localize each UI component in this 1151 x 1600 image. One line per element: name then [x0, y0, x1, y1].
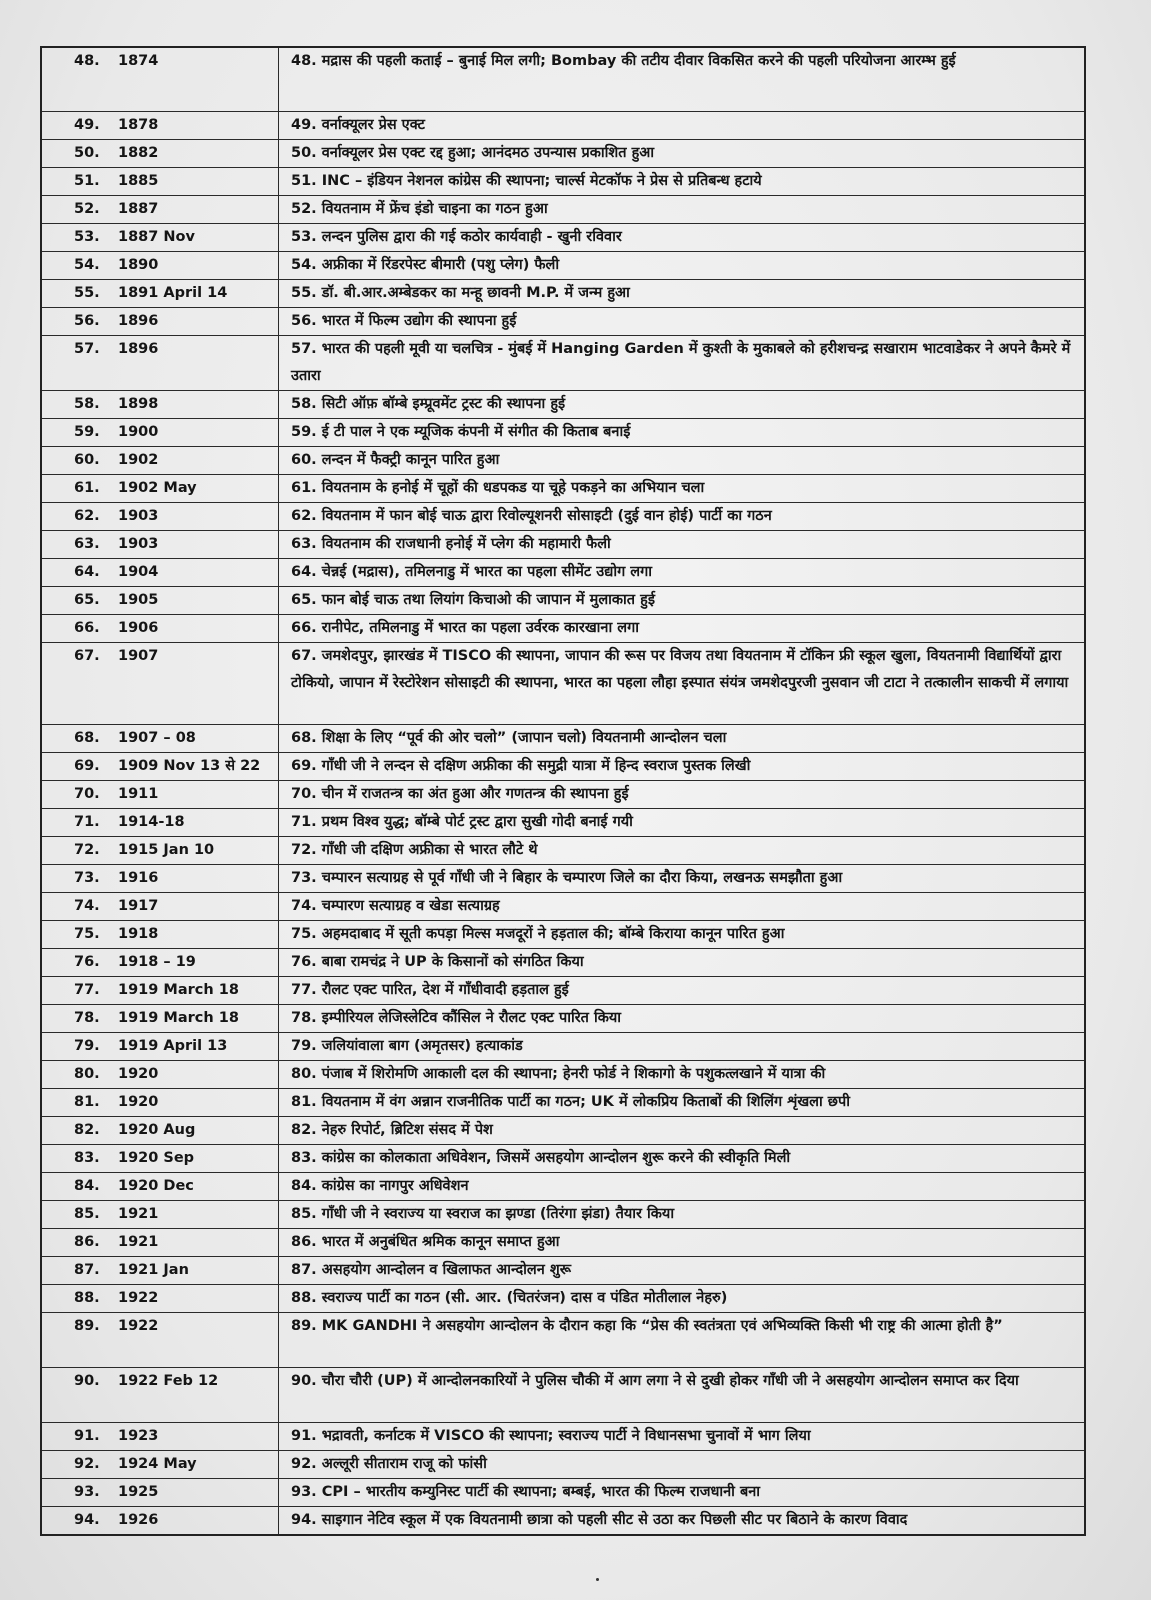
row-number: 77.: [74, 981, 100, 998]
event-cell: [279, 223, 1086, 251]
year-cell: [41, 195, 279, 223]
event-cell: [279, 47, 1086, 111]
table-row: [41, 976, 1085, 1004]
year-cell: [41, 976, 279, 1004]
table-row: [41, 446, 1085, 474]
event-text: 82. नेहरु रिपोर्ट, ब्रिटिश संसद में पेश: [291, 1121, 493, 1138]
event-text: 58. सिटी ऑफ़ बॉम्बे इम्प्रूवमेंट ट्रस्ट की स्थापना हुई: [291, 395, 566, 412]
table-row: [41, 1144, 1085, 1172]
event-cell: [279, 1116, 1086, 1144]
table-row: [41, 1506, 1085, 1535]
table-row: [41, 47, 1085, 111]
table-row: [41, 864, 1085, 892]
row-number: 85.: [74, 1205, 100, 1222]
event-text: 56. भारत में फिल्म उद्योग की स्थापना हुई: [291, 312, 517, 329]
row-number: 87.: [74, 1261, 100, 1278]
event-text: 84. कांग्रेस का नागपुर अधिवेशन: [291, 1177, 469, 1194]
row-date: 1921 Jan: [118, 1261, 189, 1278]
row-date: 1919 March 18: [118, 1009, 239, 1026]
table-row: [41, 530, 1085, 558]
event-text: 75. अहमदाबाद में सूती कपड़ा मिल्स मजदूरों ने हड़ताल की; बॉम्बे किराया कानून पारित हुआ: [291, 925, 785, 942]
row-number: 51.: [74, 172, 100, 189]
event-cell: [279, 1367, 1086, 1422]
row-number: 50.: [74, 144, 100, 161]
row-date: 1921: [118, 1205, 159, 1222]
row-date: 1891 April 14: [118, 284, 228, 301]
event-cell: [279, 780, 1086, 808]
event-text: 65. फान बोई चाऊ तथा लियांग किचाओ की जापान में मुलाकात हुई: [291, 591, 655, 608]
row-date: 1916: [118, 869, 159, 886]
row-number: 91.: [74, 1427, 100, 1444]
row-date: 1920: [118, 1065, 159, 1082]
event-cell: [279, 1060, 1086, 1088]
row-number: 48.: [74, 53, 100, 69]
table-row: [41, 808, 1085, 836]
event-cell: [279, 1422, 1086, 1450]
row-number: 67.: [74, 647, 100, 664]
table-row: [41, 1256, 1085, 1284]
row-number: 64.: [74, 563, 100, 580]
event-text: 50. वर्नाक्यूलर प्रेस एक्ट रद्द हुआ; आनंदमठ उपन्यास प्रकाशित हुआ: [291, 144, 655, 161]
row-date: 1887: [118, 200, 159, 217]
row-date: 1898: [118, 395, 159, 412]
event-cell: [279, 586, 1086, 614]
row-date: 1920 Sep: [118, 1149, 195, 1166]
event-text: 48. मद्रास की पहली कताई – बुनाई मिल लगी; Bombay की तटीय दीवार विकसित करने की पहली परियोजना आरम्भ हुई: [291, 53, 956, 69]
year-cell: [41, 307, 279, 335]
event-text: 53. लन्दन पुलिस द्वारा की गई कठोर कार्यवाही - खुनी रविवार: [291, 228, 622, 245]
event-text: 64. चेन्नई (मद्रास), तमिलनाडु में भारत का पहला सीमेंट उद्योग लगा: [291, 563, 653, 580]
row-number: 69.: [74, 757, 100, 774]
event-text: 51. INC – इंडियन नेशनल कांग्रेस की स्थापना; चार्ल्स मेटकॉफ ने प्रेस से प्रतिबन्ध हटाये: [291, 172, 762, 189]
table-row: [41, 1367, 1085, 1422]
table-row: [41, 1032, 1085, 1060]
year-cell: [41, 446, 279, 474]
event-cell: [279, 195, 1086, 223]
event-cell: [279, 1228, 1086, 1256]
table-row: [41, 474, 1085, 502]
table-row: [41, 836, 1085, 864]
year-cell: [41, 1200, 279, 1228]
row-number: 78.: [74, 1009, 100, 1026]
event-text: 66. रानीपेट, तमिलनाडु में भारत का पहला उर्वरक कारखाना लगा: [291, 619, 640, 636]
row-date: 1922: [118, 1317, 159, 1334]
row-number: 92.: [74, 1455, 100, 1472]
year-cell: [41, 752, 279, 780]
table-row: [41, 558, 1085, 586]
year-cell: [41, 724, 279, 752]
row-number: 65.: [74, 591, 100, 608]
table-row: [41, 223, 1085, 251]
event-cell: [279, 390, 1086, 418]
year-cell: [41, 892, 279, 920]
event-text: 61. वियतनाम के हनोई में चूहों की धडपकड या चूहे पकड़ने का अभियान चला: [291, 479, 705, 496]
event-cell: [279, 1284, 1086, 1312]
table-row: [41, 251, 1085, 279]
year-cell: [41, 614, 279, 642]
year-cell: [41, 642, 279, 724]
event-cell: [279, 614, 1086, 642]
row-date: 1909 Nov 13 से 22: [118, 757, 261, 774]
row-date: 1923: [118, 1427, 159, 1444]
event-cell: [279, 948, 1086, 976]
row-date: 1922: [118, 1289, 159, 1306]
row-date: 1896: [118, 340, 159, 357]
event-cell: [279, 502, 1086, 530]
year-cell: [41, 558, 279, 586]
row-date: 1922 Feb 12: [118, 1372, 219, 1389]
year-cell: [41, 1506, 279, 1535]
row-number: 79.: [74, 1037, 100, 1054]
year-cell: [41, 279, 279, 307]
event-text: 89. MK GANDHI ने असहयोग आन्दोलन के दौरान कहा कि “प्रेस की स्वतंत्रता एवं अभिव्यक्ति किसी भी राष्ट्र की आत्मा होती है”: [291, 1317, 1003, 1334]
event-cell: [279, 335, 1086, 390]
row-number: 63.: [74, 535, 100, 552]
year-cell: [41, 474, 279, 502]
row-number: 73.: [74, 869, 100, 886]
year-cell: [41, 223, 279, 251]
year-cell: [41, 418, 279, 446]
table-row: [41, 892, 1085, 920]
row-date: 1918: [118, 925, 159, 942]
event-cell: [279, 1506, 1086, 1535]
table-row: [41, 1478, 1085, 1506]
table-row: [41, 1450, 1085, 1478]
event-cell: [279, 1450, 1086, 1478]
event-cell: [279, 474, 1086, 502]
table-row: [41, 1200, 1085, 1228]
row-number: 70.: [74, 785, 100, 802]
year-cell: [41, 251, 279, 279]
event-text: 52. वियतनाम में फ्रेंच इंडो चाइना का गठन हुआ: [291, 200, 548, 217]
event-cell: [279, 752, 1086, 780]
row-date: 1920: [118, 1093, 159, 1110]
row-number: 81.: [74, 1093, 100, 1110]
event-text: 49. वर्नाक्यूलर प्रेस एक्ट: [291, 116, 425, 133]
table-row: [41, 335, 1085, 390]
event-cell: [279, 1032, 1086, 1060]
event-text: 83. कांग्रेस का कोलकाता अधिवेशन, जिसमें असहयोग आन्दोलन शुरू करने की स्वीकृति मिली: [291, 1149, 791, 1166]
row-date: 1907 – 08: [118, 729, 196, 746]
row-number: 94.: [74, 1511, 100, 1528]
row-number: 55.: [74, 284, 100, 301]
year-cell: [41, 1256, 279, 1284]
row-number: 52.: [74, 200, 100, 217]
year-cell: [41, 1312, 279, 1367]
table-row: [41, 502, 1085, 530]
year-cell: [41, 1228, 279, 1256]
event-cell: [279, 139, 1086, 167]
event-cell: [279, 446, 1086, 474]
row-number: 90.: [74, 1372, 100, 1389]
table-row: [41, 195, 1085, 223]
table-row: [41, 307, 1085, 335]
table-row: [41, 920, 1085, 948]
year-cell: [41, 1060, 279, 1088]
event-text: 94. साइगान नेटिव स्कूल में एक वियतनामी छात्रा को पहली सीट से उठा कर पिछली सीट पर बिठाने के कारण विवाद: [291, 1511, 908, 1528]
row-date: 1911: [118, 785, 159, 802]
event-cell: [279, 1172, 1086, 1200]
event-cell: [279, 920, 1086, 948]
event-cell: [279, 1200, 1086, 1228]
year-cell: [41, 1004, 279, 1032]
event-text: 77. रौलट एक्ट पारित, देश में गाँधीवादी हड़ताल हुई: [291, 981, 569, 998]
year-cell: [41, 1450, 279, 1478]
row-number: 76.: [74, 953, 100, 970]
year-cell: [41, 948, 279, 976]
event-cell: [279, 1088, 1086, 1116]
row-date: 1919 April 13: [118, 1037, 228, 1054]
event-cell: [279, 642, 1086, 724]
year-cell: [41, 1144, 279, 1172]
row-date: 1878: [118, 116, 159, 133]
event-text: 55. डॉ. बी.आर.अम्बेडकर का मन्हू छावनी M.P. में जन्म हुआ: [291, 284, 630, 301]
table-row: [41, 279, 1085, 307]
table-row: [41, 1284, 1085, 1312]
event-cell: [279, 808, 1086, 836]
year-cell: [41, 111, 279, 139]
event-cell: [279, 1478, 1086, 1506]
row-date: 1903: [118, 535, 159, 552]
event-cell: [279, 558, 1086, 586]
event-cell: [279, 279, 1086, 307]
row-number: 59.: [74, 423, 100, 440]
year-cell: [41, 1367, 279, 1422]
year-cell: [41, 139, 279, 167]
row-number: 86.: [74, 1233, 100, 1250]
event-text: 63. वियतनाम की राजधानी हनोई में प्लेग की महामारी फैली: [291, 535, 611, 552]
row-date: 1887 Nov: [118, 228, 195, 245]
row-number: 82.: [74, 1121, 100, 1138]
row-date: 1890: [118, 256, 159, 273]
row-date: 1907: [118, 647, 159, 664]
event-text: 86. भारत में अनुबंधित श्रमिक कानून समाप्त हुआ: [291, 1233, 560, 1250]
event-cell: [279, 976, 1086, 1004]
event-text: 62. वियतनाम में फान बोई चाऊ द्वारा रिवोल्यूशनरी सोसाइटी (दुई वान होई) पार्टी का गठन: [291, 507, 772, 524]
row-number: 80.: [74, 1065, 100, 1082]
row-number: 74.: [74, 897, 100, 914]
chronology-table-body: [41, 47, 1085, 1535]
row-date: 1926: [118, 1511, 159, 1528]
event-cell: [279, 167, 1086, 195]
row-number: 93.: [74, 1483, 100, 1500]
row-date: 1919 March 18: [118, 981, 239, 998]
table-row: [41, 1116, 1085, 1144]
event-text: 85. गाँधी जी ने स्वराज्य या स्वराज का झण्डा (तिरंगा झंडा) तैयार किया: [291, 1205, 675, 1222]
table-row: [41, 1088, 1085, 1116]
event-text: 67. जमशेदपुर, झारखंड में TISCO की स्थापना, जापान की रूस पर विजय तथा वियतनाम में टॉकिन फ्री स्कूल खुला, वियतनामी विद्यार्थियों द्वारा टोकियो, जापान में रेस्टोरेशन सोसाइटी की स्थापना, भारत का पहला लौहा इस्पात संयंत्र जमशेदपुरजी नुसवान जी टाटा ने तत्कालीन साकची में लगाया: [291, 647, 1069, 691]
year-cell: [41, 586, 279, 614]
table-row: [41, 614, 1085, 642]
row-date: 1903: [118, 507, 159, 524]
event-text: 70. चीन में राजतन्त्र का अंत हुआ और गणतन्त्र की स्थापना हुई: [291, 785, 629, 802]
row-date: 1882: [118, 144, 159, 161]
event-cell: [279, 724, 1086, 752]
event-cell: [279, 836, 1086, 864]
row-number: 89.: [74, 1317, 100, 1334]
row-date: 1914-18: [118, 813, 185, 830]
event-text: 69. गाँधी जी ने लन्दन से दक्षिण अफ्रीका की समुद्री यात्रा में हिन्द स्वराज पुस्तक लिखी: [291, 757, 751, 774]
event-cell: [279, 864, 1086, 892]
row-number: 57.: [74, 340, 100, 357]
year-cell: [41, 1032, 279, 1060]
table-row: [41, 111, 1085, 139]
row-number: 62.: [74, 507, 100, 524]
table-row: [41, 586, 1085, 614]
year-cell: [41, 390, 279, 418]
row-date: 1885: [118, 172, 159, 189]
year-cell: [41, 1172, 279, 1200]
row-number: 56.: [74, 312, 100, 329]
year-cell: [41, 530, 279, 558]
event-text: 68. शिक्षा के लिए “पूर्व की ओर चलो” (जापान चलो) वियतनामी आन्दोलन चला: [291, 729, 727, 746]
table-row: [41, 390, 1085, 418]
row-number: 68.: [74, 729, 100, 746]
event-text: 81. वियतनाम में वंग अन्नान राजनीतिक पार्टी का गठन; UK में लोकप्रिय किताबों की शिलिंग शृंखला छपी: [291, 1093, 850, 1110]
year-cell: [41, 836, 279, 864]
row-number: 58.: [74, 395, 100, 412]
row-date: 1920 Aug: [118, 1121, 196, 1138]
table-row: [41, 1060, 1085, 1088]
row-number: 83.: [74, 1149, 100, 1166]
table-row: [41, 418, 1085, 446]
row-number: 88.: [74, 1289, 100, 1306]
table-row: [41, 780, 1085, 808]
event-cell: [279, 418, 1086, 446]
row-date: 1874: [118, 53, 159, 69]
event-text: 60. लन्दन में फैक्ट्री कानून पारित हुआ: [291, 451, 500, 468]
row-date: 1905: [118, 591, 159, 608]
event-cell: [279, 1256, 1086, 1284]
event-text: 88. स्वराज्य पार्टी का गठन (सी. आर. (चितरंजन) दास व पंडित मोतीलाल नेहरु): [291, 1289, 728, 1306]
table-row: [41, 724, 1085, 752]
row-date: 1918 – 19: [118, 953, 196, 970]
event-text: 54. अफ्रीका में रिंडरपेस्ट बीमारी (पशु प्लेग) फैली: [291, 256, 560, 273]
row-number: 54.: [74, 256, 100, 273]
row-date: 1915 Jan 10: [118, 841, 215, 858]
year-cell: [41, 1116, 279, 1144]
row-date: 1902: [118, 451, 159, 468]
event-text: 59. ई टी पाल ने एक म्यूजिक कंपनी में संगीत की किताब बनाई: [291, 423, 631, 440]
row-number: 72.: [74, 841, 100, 858]
year-cell: [41, 1088, 279, 1116]
year-cell: [41, 1284, 279, 1312]
year-cell: [41, 502, 279, 530]
table-row: [41, 752, 1085, 780]
event-text: 80. पंजाब में शिरोमणि आकाली दल की स्थापना; हेनरी फोर्ड ने शिकागो के पशुकत्लखाने में यात्रा की: [291, 1065, 826, 1082]
row-number: 66.: [74, 619, 100, 636]
row-number: 84.: [74, 1177, 100, 1194]
row-date: 1925: [118, 1483, 159, 1500]
event-text: 73. चम्पारन सत्याग्रह से पूर्व गाँधी जी ने बिहार के चम्पारण जिले का दौरा किया, लखनऊ समझौता हुआ: [291, 869, 843, 886]
event-text: 57. भारत की पहली मूवी या चलचित्र - मुंबई में Hanging Garden में कुश्ती के मुकाबले को हरीशचन्द्र सखाराम भाटवाडेकर ने अपने कैमरे में उतारा: [291, 340, 1071, 384]
row-number: 71.: [74, 813, 100, 830]
row-number: 61.: [74, 479, 100, 496]
row-date: 1921: [118, 1233, 159, 1250]
row-number: 75.: [74, 925, 100, 942]
event-cell: [279, 530, 1086, 558]
table-row: [41, 948, 1085, 976]
event-cell: [279, 251, 1086, 279]
event-text: 71. प्रथम विश्व युद्ध; बॉम्बे पोर्ट ट्रस्ट द्वारा सुखी गोदी बनाई गयी: [291, 813, 633, 830]
event-text: 93. CPI – भारतीय कम्युनिस्ट पार्टी की स्थापना; बम्बई, भारत की फिल्म राजधानी बना: [291, 1483, 761, 1500]
row-date: 1900: [118, 423, 159, 440]
row-date: 1906: [118, 619, 159, 636]
row-date: 1904: [118, 563, 159, 580]
event-text: 79. जलियांवाला बाग (अमृतसर) हत्याकांड: [291, 1037, 523, 1054]
table-row: [41, 1228, 1085, 1256]
event-cell: [279, 1312, 1086, 1367]
table-row: [41, 1172, 1085, 1200]
table-row: [41, 1312, 1085, 1367]
event-text: 92. अल्लूरी सीताराम राजू को फांसी: [291, 1455, 487, 1472]
chronology-table: [40, 46, 1086, 1536]
row-number: 49.: [74, 116, 100, 133]
event-text: 91. भद्रावती, कर्नाटक में VISCO की स्थापना; स्वराज्य पार्टी ने विधानसभा चुनावों में भाग लिया: [291, 1427, 811, 1444]
event-cell: [279, 1004, 1086, 1032]
year-cell: [41, 1478, 279, 1506]
row-date: 1924 May: [118, 1455, 197, 1472]
table-row: [41, 1004, 1085, 1032]
event-text: 72. गाँधी जी दक्षिण अफ्रीका से भारत लौटे थे: [291, 841, 538, 858]
table-row: [41, 167, 1085, 195]
event-text: 74. चम्पारण सत्याग्रह व खेडा सत्याग्रह: [291, 897, 500, 914]
year-cell: [41, 167, 279, 195]
year-cell: [41, 1422, 279, 1450]
scan-speck: [596, 1578, 599, 1581]
event-text: 78. इम्पीरियल लेजिस्लेटिव कौंसिल ने रौलट एक्ट पारित किया: [291, 1009, 622, 1026]
year-cell: [41, 47, 279, 111]
event-cell: [279, 307, 1086, 335]
event-text: 90. चौरा चौरी (UP) में आन्दोलनकारियों ने पुलिस चौकी में आग लगा ने से दुखी होकर गाँधी जी ने असहयोग आन्दोलन समाप्त कर दिया: [291, 1372, 1019, 1389]
year-cell: [41, 780, 279, 808]
row-date: 1902 May: [118, 479, 197, 496]
table-row: [41, 642, 1085, 724]
row-number: 53.: [74, 228, 100, 245]
year-cell: [41, 920, 279, 948]
row-number: 60.: [74, 451, 100, 468]
event-cell: [279, 892, 1086, 920]
row-date: 1896: [118, 312, 159, 329]
event-text: 76. बाबा रामचंद्र ने UP के किसानों को संगठित किया: [291, 953, 584, 970]
year-cell: [41, 335, 279, 390]
row-date: 1920 Dec: [118, 1177, 194, 1194]
year-cell: [41, 864, 279, 892]
table-row: [41, 139, 1085, 167]
year-cell: [41, 808, 279, 836]
event-cell: [279, 1144, 1086, 1172]
row-date: 1917: [118, 897, 159, 914]
event-cell: [279, 111, 1086, 139]
event-text: 87. असहयोग आन्दोलन व खिलाफत आन्दोलन शुरू: [291, 1261, 571, 1278]
table-row: [41, 1422, 1085, 1450]
